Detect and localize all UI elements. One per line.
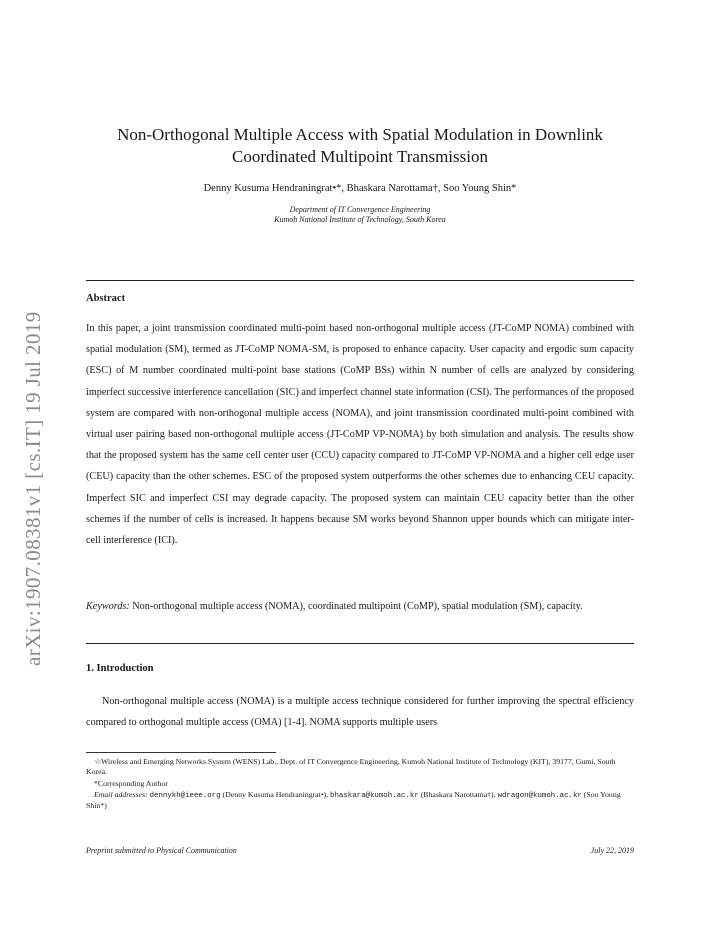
author-list: Denny Kusuma Hendraningrat•*, Bhaskara Narottama†, Soo Young Shin* [203,183,517,194]
title-line-1: Non-Orthogonal Multiple Access with Spatial Modulation in Downlink [117,125,603,144]
section-heading-introduction: 1. Introduction [86,663,154,674]
email-link-2[interactable]: bhaskara@kumoh.ac.kr [330,792,419,800]
affiliation-line-1: Department of IT Convergence Engineering [289,205,431,214]
footnote-rule [86,752,276,753]
abstract-body: In this paper, a joint transmission coordinated multi-point based non-orthogonal multiple access (JT-CoMP NOMA) combined with spatial modulation (SM), termed as JT-CoMP NOMA-SM, is proposed to enhance capacity. User capacity and ergodic sum capacity (ESC) of M number coordinated multi-point base stations (CoMP BSs) within N number of cells are analyzed by considering imperfect successive interference cancellation (SIC) and imperfect channel state information (CSI). The performances of the proposed system are compared with non-orthogonal multiple access (NOMA), and joint transmission coordinated multi-point combined with virtual user pairing based non-orthogonal multiple access (JT-CoMP VP-NOMA) by both simulation and analysis. The results show that the proposed system has the same cell center user (CCU) capacity compared to JT-CoMP VP-NOMA and a higher cell edge user (CEU) capacity than the other schemes. ESC of the proposed system outperforms the other schemes due to enhancing CEU capacity. Imperfect SIC and imperfect CSI may degrade capacity. The proposed system can maintain CEU capacity better than the other schemes if the number of cells is increased. It happens because SM works beyond Shannon upper bounds which can mitigate inter-cell interference (ICI). [86,323,634,547]
email-owner-1: (Denny Kusuma Hendraningrat•), [222,790,329,799]
footer-preprint-note: Preprint submitted to Physical Communication [86,846,237,855]
arxiv-stamp-text: arXiv:1907.08381v1 [cs.IT] 19 Jul 2019 [21,311,45,666]
abstract-top-rule [86,280,634,281]
abstract-bottom-rule [86,643,634,644]
keywords-label: Keywords: [86,601,130,612]
introduction-paragraph: Non-orthogonal multiple access (NOMA) is a multiple access technique considered for further improving the spectral efficiency compared to orthogonal multiple access (OMA) [1-4]. NOMA supports multiple users [86,696,634,728]
paper-title [86,124,634,168]
footnote-lab: ☆Wireless and Emerging Networks System (WENS) Lab., Dept. of IT Convergence Engineering, Kumoh National Institute of Technology (KIT), 39177, Gumi, South Korea. [86,757,616,776]
affiliation [86,205,634,225]
footnote-emails [86,790,634,811]
email-owner-3: (Soo Young Shin*) [86,790,621,810]
abstract-heading: Abstract [86,293,126,304]
footer-date: July 22, 2019 [590,846,634,855]
email-owner-2: (Bhaskara Narottama†), [420,790,496,799]
arxiv-stamp [19,266,53,666]
page-footer [86,846,634,855]
keywords-text: Non-orthogonal multiple access (NOMA), coordinated multipoint (CoMP), spatial modulation (SM), capacity. [132,601,583,612]
title-line-2: Coordinated Multipoint Transmission [232,147,488,166]
affiliation-line-2: Kumoh National Institute of Technology, South Korea [274,215,446,224]
email-link-1[interactable]: dennykh@ieee.org [149,792,221,800]
email-link-3[interactable]: wdragon@kumoh.ac.kr [497,792,582,800]
keywords [86,596,634,617]
email-label: Email addresses: [94,790,148,799]
footnote-corresponding: *Corresponding Author [94,779,168,788]
